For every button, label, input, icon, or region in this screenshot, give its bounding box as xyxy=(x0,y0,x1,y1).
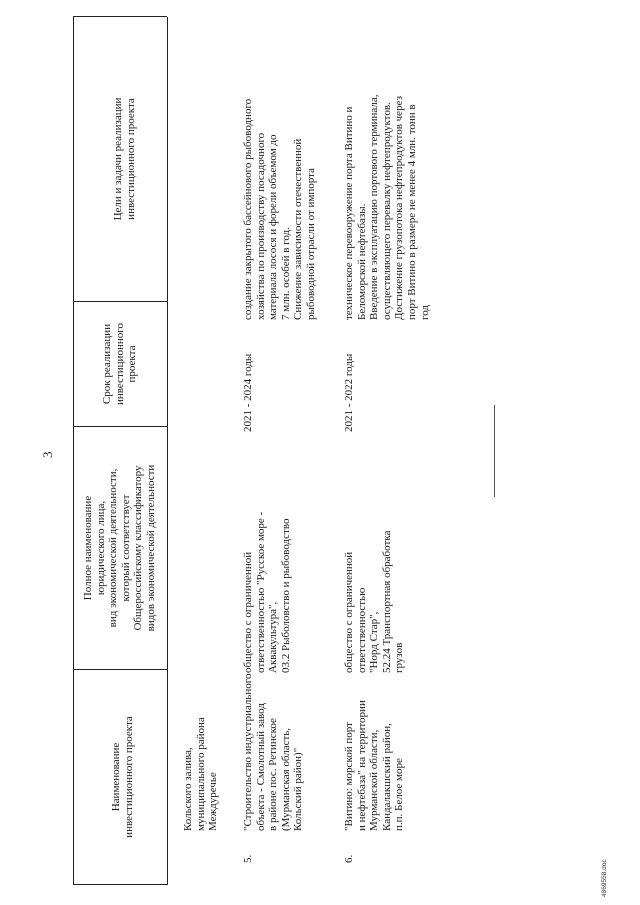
row-5-legal-entity: общество с ограниченной ответственностью "Русское море - Аквакультура", 03.2 Рыболовство и рыбоводство xyxy=(242,511,292,673)
column-divider-1 xyxy=(73,669,167,670)
row-5-term: 2021 - 2024 годы xyxy=(242,353,254,432)
row-6-goals: техническое перевооружение порта Витино и Беломорской нефтебазы. Введение в эксплуатацию портового терминала, осуществляющего перевалку нефтепродуктов. Достижение грузопотока нефтепродуктов через порт Витино в размере не менее 4 млн. тонн в год xyxy=(343,94,431,320)
table-left-border xyxy=(73,884,167,885)
table-right-border xyxy=(73,16,167,17)
continuation-project-name: Кольского залива, муниципального района Междуречье xyxy=(182,717,220,831)
header-project-name: Наименование инвестиционного проекта xyxy=(110,716,135,838)
row-6-number: 6. xyxy=(343,854,355,863)
end-separator-line xyxy=(494,405,495,497)
header-term: Срок реализации инвестиционного проекта xyxy=(101,323,139,405)
row-5-number: 5. xyxy=(242,854,254,863)
table-header-separator xyxy=(167,17,168,885)
row-6-term: 2021 - 2022 годы xyxy=(343,353,355,432)
header-legal-entity: Полное наименование юридического лица, вид экономической деятельности, который соответствует Общероссийскому классификатору видов экономической деятельности xyxy=(82,464,157,632)
column-divider-3 xyxy=(73,301,167,302)
row-6-legal-entity: общество с ограниченной ответственностью "Норд Стар", 52.24 Транспортная обработка грузов xyxy=(343,530,406,673)
table-top-border xyxy=(73,17,74,885)
row-6-project-name: "Витино: морской порт и нефтебаза" на территории Мурманской области, Кандалакшский район, п.п. Белое море xyxy=(343,700,406,831)
page-number: 3 xyxy=(40,451,55,458)
row-5-goals: создание закрытого бассейнового рыбоводного хозяйства по производству посадочного материала лосося и форели объемом до 7 млн. особей в год. Снижение зависимости отечественной рыбоводной отрасли от импорта xyxy=(242,98,317,320)
row-5-project-name: "Строительство индустриального объекта - Смолотный завод в районе пос. Ретинское (Мурманская область, Кольский район)" xyxy=(242,673,305,831)
document-file-id: 4869558.doc xyxy=(601,859,608,897)
header-goals: Цели и задачи реализации инвестиционного проекта xyxy=(112,97,137,221)
column-divider-2 xyxy=(73,426,167,427)
